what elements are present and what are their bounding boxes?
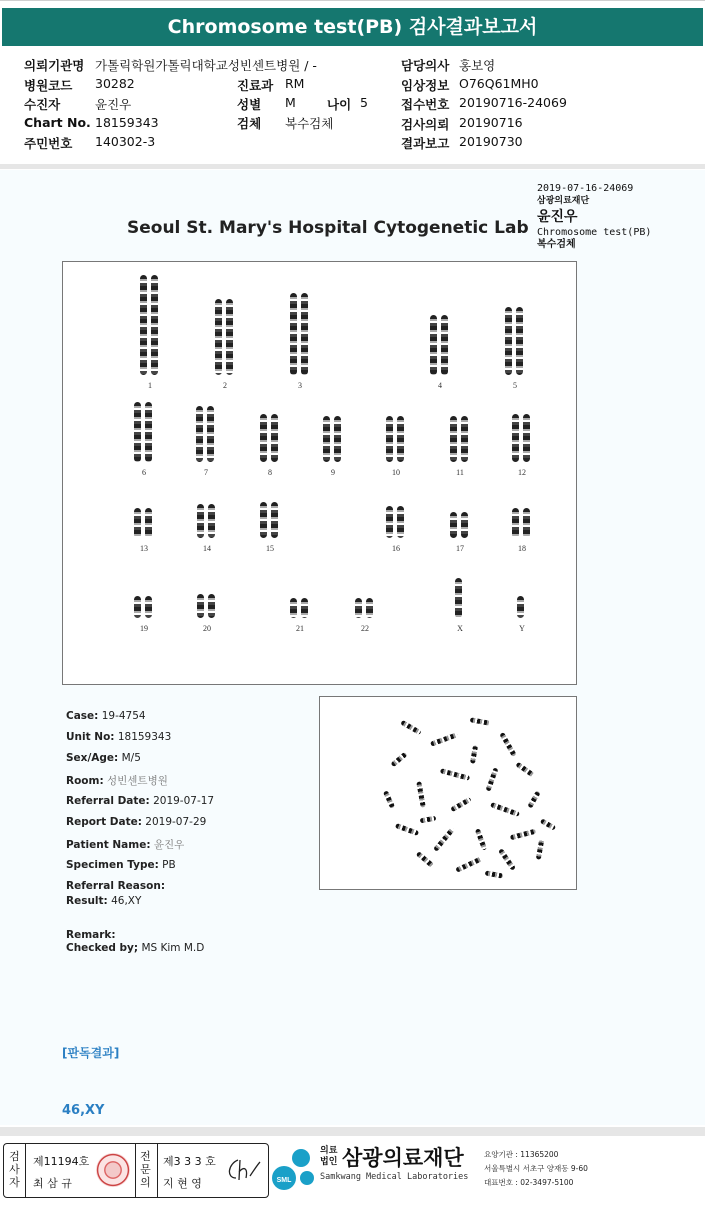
doctor-name: 지 현 영 — [163, 1177, 202, 1190]
result-value: 46,XY — [111, 895, 142, 907]
metaphase-chromosome — [515, 762, 534, 778]
chromosome-18-homolog — [523, 508, 530, 538]
chromosome-label: 9 — [331, 468, 335, 477]
chromosome-label: 4 — [438, 381, 442, 390]
specimen-type-value: PB — [162, 859, 176, 871]
chromosome-4-homolog — [441, 315, 448, 375]
tester-title: 검 사 자 — [9, 1150, 20, 1189]
chromosome-label: 18 — [518, 544, 526, 553]
company-address: 서울특별시 서초구 양재동 9-60 — [484, 1164, 588, 1173]
report-date-row: Report Date: 2019-07-29 — [66, 816, 207, 828]
id-label: 주민번호 — [24, 136, 73, 151]
metaphase-chromosome — [383, 790, 395, 808]
metaphase-chromosome — [450, 797, 472, 812]
chromosome-2-homolog — [215, 299, 222, 375]
chromosome-20-homolog — [208, 594, 215, 618]
metaphase-chromosome — [499, 732, 516, 757]
metaphase-chromosome — [536, 839, 544, 860]
chromosome-label: 21 — [296, 624, 304, 633]
chromosome-label: 12 — [518, 468, 526, 477]
metaphase-chromosome — [395, 823, 419, 836]
chromosome-label: 19 — [140, 624, 148, 633]
svg-text:SML: SML — [276, 1177, 292, 1184]
report-date-value: 20190730 — [459, 134, 523, 149]
metaphase-chromosome — [485, 870, 504, 878]
requester-label: 의뢰기관명 — [24, 58, 85, 73]
chromosome-16-homolog — [386, 506, 393, 538]
chromosome-label: 8 — [268, 468, 272, 477]
chromosome-21-homolog — [301, 598, 308, 618]
chromosome-Y-homolog — [517, 596, 524, 618]
checked-row: Checked by; MS Kim M.D — [66, 942, 205, 954]
patient-label: 수진자 — [24, 97, 61, 112]
unit-value: 18159343 — [117, 731, 172, 743]
chromosome-label: 14 — [203, 544, 211, 553]
metaphase-chromosome — [400, 720, 422, 735]
chromosome-label: 17 — [456, 544, 464, 553]
chromosome-10-homolog — [386, 416, 393, 462]
chromosome-14-homolog — [197, 504, 204, 538]
metaphase-chromosome — [470, 717, 491, 725]
metaphase-chromosome — [540, 818, 556, 830]
chromosome-label: 6 — [142, 468, 146, 477]
metaphase-chromosome — [433, 827, 455, 852]
chart-value: 18159343 — [95, 115, 159, 130]
lab-title: Seoul St. Mary's Hospital Cytogenetic Lab — [127, 218, 529, 238]
metaphase-chromosome — [527, 790, 540, 808]
chromosome-6-homolog — [145, 402, 152, 462]
remark-row: Remark: — [66, 929, 116, 941]
chromosome-X-homolog — [455, 578, 462, 618]
receipt-value: 20190716-24069 — [459, 95, 567, 110]
chromosome-label: 10 — [392, 468, 400, 477]
metaphase-chromosome — [440, 768, 470, 781]
facility-code: 요양기관 : 11365200 — [484, 1150, 559, 1159]
metaphase-chromosome — [486, 767, 499, 791]
chromosome-label: 5 — [513, 381, 517, 390]
chromosome-16-homolog — [397, 506, 404, 538]
chromosome-7-homolog — [207, 406, 214, 462]
sex-label: 성별 — [237, 97, 262, 112]
chromosome-label: X — [457, 624, 463, 633]
chromosome-label: 20 — [203, 624, 211, 633]
chromosome-21-homolog — [290, 598, 297, 618]
company-english-name: Samkwang Medical Laboratories — [320, 1172, 469, 1182]
case-row: Case: 19-4754 — [66, 710, 146, 722]
chromosome-11-homolog — [450, 416, 457, 462]
doctor-label: 담당의사 — [401, 58, 450, 73]
age-value: 5 — [360, 95, 368, 110]
patient-value: 윤진우 — [95, 97, 132, 112]
requester-value: 가톨릭학원가톨릭대학교성빈센트병원 / - — [95, 58, 317, 73]
chromosome-12-homolog — [512, 414, 519, 462]
report-code: 2019-07-16-24069 — [537, 183, 634, 194]
chromosome-label: 22 — [361, 624, 369, 633]
metaphase-image — [319, 696, 577, 890]
chromosome-13-homolog — [145, 508, 152, 538]
chromosome-13-homolog — [134, 508, 141, 538]
handwritten-signature — [224, 1156, 262, 1184]
sexage-value: M/5 — [121, 752, 141, 764]
specimen-label: 검체 — [237, 116, 262, 131]
company-phone: 대표번호 : 02-3497-5100 — [484, 1178, 574, 1187]
sex-value: M — [285, 95, 296, 110]
report-test-name: Chromosome test(PB) — [537, 227, 652, 238]
chromosome-22-homolog — [366, 598, 373, 618]
patient-name-value: 윤진우 — [153, 839, 185, 851]
room-row: Room: 성빈센트병원 — [66, 775, 168, 787]
chromosome-label: 15 — [266, 544, 274, 553]
result-section-label: [판독결과] — [62, 1046, 120, 1060]
hospital-code-value: 30282 — [95, 76, 135, 91]
report-specimen: 복수검체 — [537, 239, 576, 250]
sml-logo-icon — [271, 1144, 319, 1194]
footer-separator — [0, 1127, 705, 1136]
metaphase-chromosome — [430, 732, 458, 746]
tester-name: 최 삼 규 — [33, 1177, 72, 1190]
sexage-row: Sex/Age: M/5 — [66, 752, 141, 764]
chromosome-label: 16 — [392, 544, 400, 553]
chromosome-9-homolog — [334, 416, 341, 462]
chromosome-14-homolog — [208, 504, 215, 538]
metaphase-chromosome — [390, 752, 407, 767]
chromosome-15-homolog — [271, 502, 278, 538]
chromosome-9-homolog — [323, 416, 330, 462]
referral-date-value: 2019-07-17 — [153, 795, 215, 807]
clinical-value: O76Q61MH0 — [459, 76, 539, 91]
chromosome-22-homolog — [355, 598, 362, 618]
chromosome-3-homolog — [301, 293, 308, 375]
chromosome-19-homolog — [145, 596, 152, 618]
chromosome-8-homolog — [271, 414, 278, 462]
chromosome-label: 7 — [204, 468, 208, 477]
hospital-code-label: 병원코드 — [24, 78, 73, 93]
doctor-title: 전 문 의 — [140, 1150, 151, 1189]
chromosome-3-homolog — [290, 293, 297, 375]
metaphase-chromosome — [416, 851, 435, 868]
top-border — [0, 0, 705, 6]
chart-label: Chart No. — [24, 115, 91, 130]
company-prefix: 의료 법인 — [320, 1146, 338, 1167]
metaphase-chromosome — [498, 848, 516, 871]
chromosome-17-homolog — [450, 512, 457, 538]
metaphase-chromosome — [455, 856, 482, 872]
chromosome-label: 11 — [456, 468, 464, 477]
chromosome-5-homolog — [516, 307, 523, 375]
chromosome-8-homolog — [260, 414, 267, 462]
chromosome-2-homolog — [226, 299, 233, 375]
chromosome-7-homolog — [196, 406, 203, 462]
doctor-license: 제3 3 3 호 — [163, 1155, 216, 1168]
chromosome-1-homolog — [140, 275, 147, 375]
case-value: 19-4754 — [101, 710, 146, 722]
separator — [0, 164, 705, 169]
specimen-value: 복수검체 — [285, 116, 334, 131]
chromosome-15-homolog — [260, 502, 267, 538]
metaphase-chromosome — [490, 802, 520, 817]
unit-row: Unit No: 18159343 — [66, 731, 172, 743]
company-korean-name: 삼광의료재단 — [342, 1146, 464, 1170]
specimen-type-row: Specimen Type: PB — [66, 859, 176, 871]
metaphase-chromosome — [510, 829, 536, 841]
chromosome-4-homolog — [430, 315, 437, 375]
chromosome-label: 3 — [298, 381, 302, 390]
id-value: 140302-3 — [95, 134, 156, 149]
clinical-label: 임상정보 — [401, 78, 450, 93]
chromosome-20-homolog — [197, 594, 204, 618]
checked-value: MS Kim M.D — [141, 942, 205, 954]
doctor-value: 홍보영 — [459, 58, 496, 73]
chromosome-18-homolog — [512, 508, 519, 538]
chromosome-17-homolog — [461, 512, 468, 538]
age-label: 나이 — [327, 97, 352, 112]
chromosome-12-homolog — [523, 414, 530, 462]
metaphase-chromosome — [416, 781, 425, 807]
receipt-label: 접수번호 — [401, 97, 450, 112]
info-table — [0, 52, 705, 164]
referral-date-row: Referral Date: 2019-07-17 — [66, 795, 215, 807]
dept-value: RM — [285, 76, 305, 91]
chromosome-10-homolog — [397, 416, 404, 462]
report-date-value: 2019-07-29 — [145, 816, 207, 828]
report-patient-name: 윤진우 — [537, 209, 578, 225]
report-title: Chromosome test(PB) 검사결과보고서 — [2, 8, 703, 46]
chromosome-label: 1 — [148, 381, 152, 390]
patient-name-row: Patient Name: 윤진우 — [66, 839, 185, 851]
chromosome-label: 13 — [140, 544, 148, 553]
metaphase-chromosome — [420, 816, 437, 824]
report-date-label: 결과보고 — [401, 136, 450, 151]
signature-box — [3, 1143, 269, 1198]
chromosome-5-homolog — [505, 307, 512, 375]
chromosome-11-homolog — [461, 416, 468, 462]
metaphase-chromosome — [470, 745, 478, 764]
chromosome-label: 2 — [223, 381, 227, 390]
company-contact — [484, 1148, 588, 1190]
report-header — [537, 183, 651, 251]
result-row: Result: 46,XY — [66, 895, 142, 907]
report-org: 삼광의료재단 — [537, 196, 590, 206]
chromosome-label: Y — [519, 624, 525, 633]
referral-reason-row: Referral Reason: — [66, 880, 166, 892]
chromosome-19-homolog — [134, 596, 141, 618]
karyotype-panel — [62, 261, 577, 685]
chromosome-1-homolog — [151, 275, 158, 375]
request-date-label: 검사의뢰 — [401, 117, 450, 132]
request-date-value: 20190716 — [459, 115, 523, 130]
metaphase-chromosome — [475, 828, 487, 850]
chromosome-6-homolog — [134, 402, 141, 462]
result-section-value: 46,XY — [62, 1103, 105, 1118]
seal-stamp-icon — [96, 1153, 130, 1187]
room-value: 성빈센트병원 — [107, 775, 168, 787]
tester-license: 제11194호 — [33, 1155, 90, 1168]
dept-label: 진료과 — [237, 78, 274, 93]
